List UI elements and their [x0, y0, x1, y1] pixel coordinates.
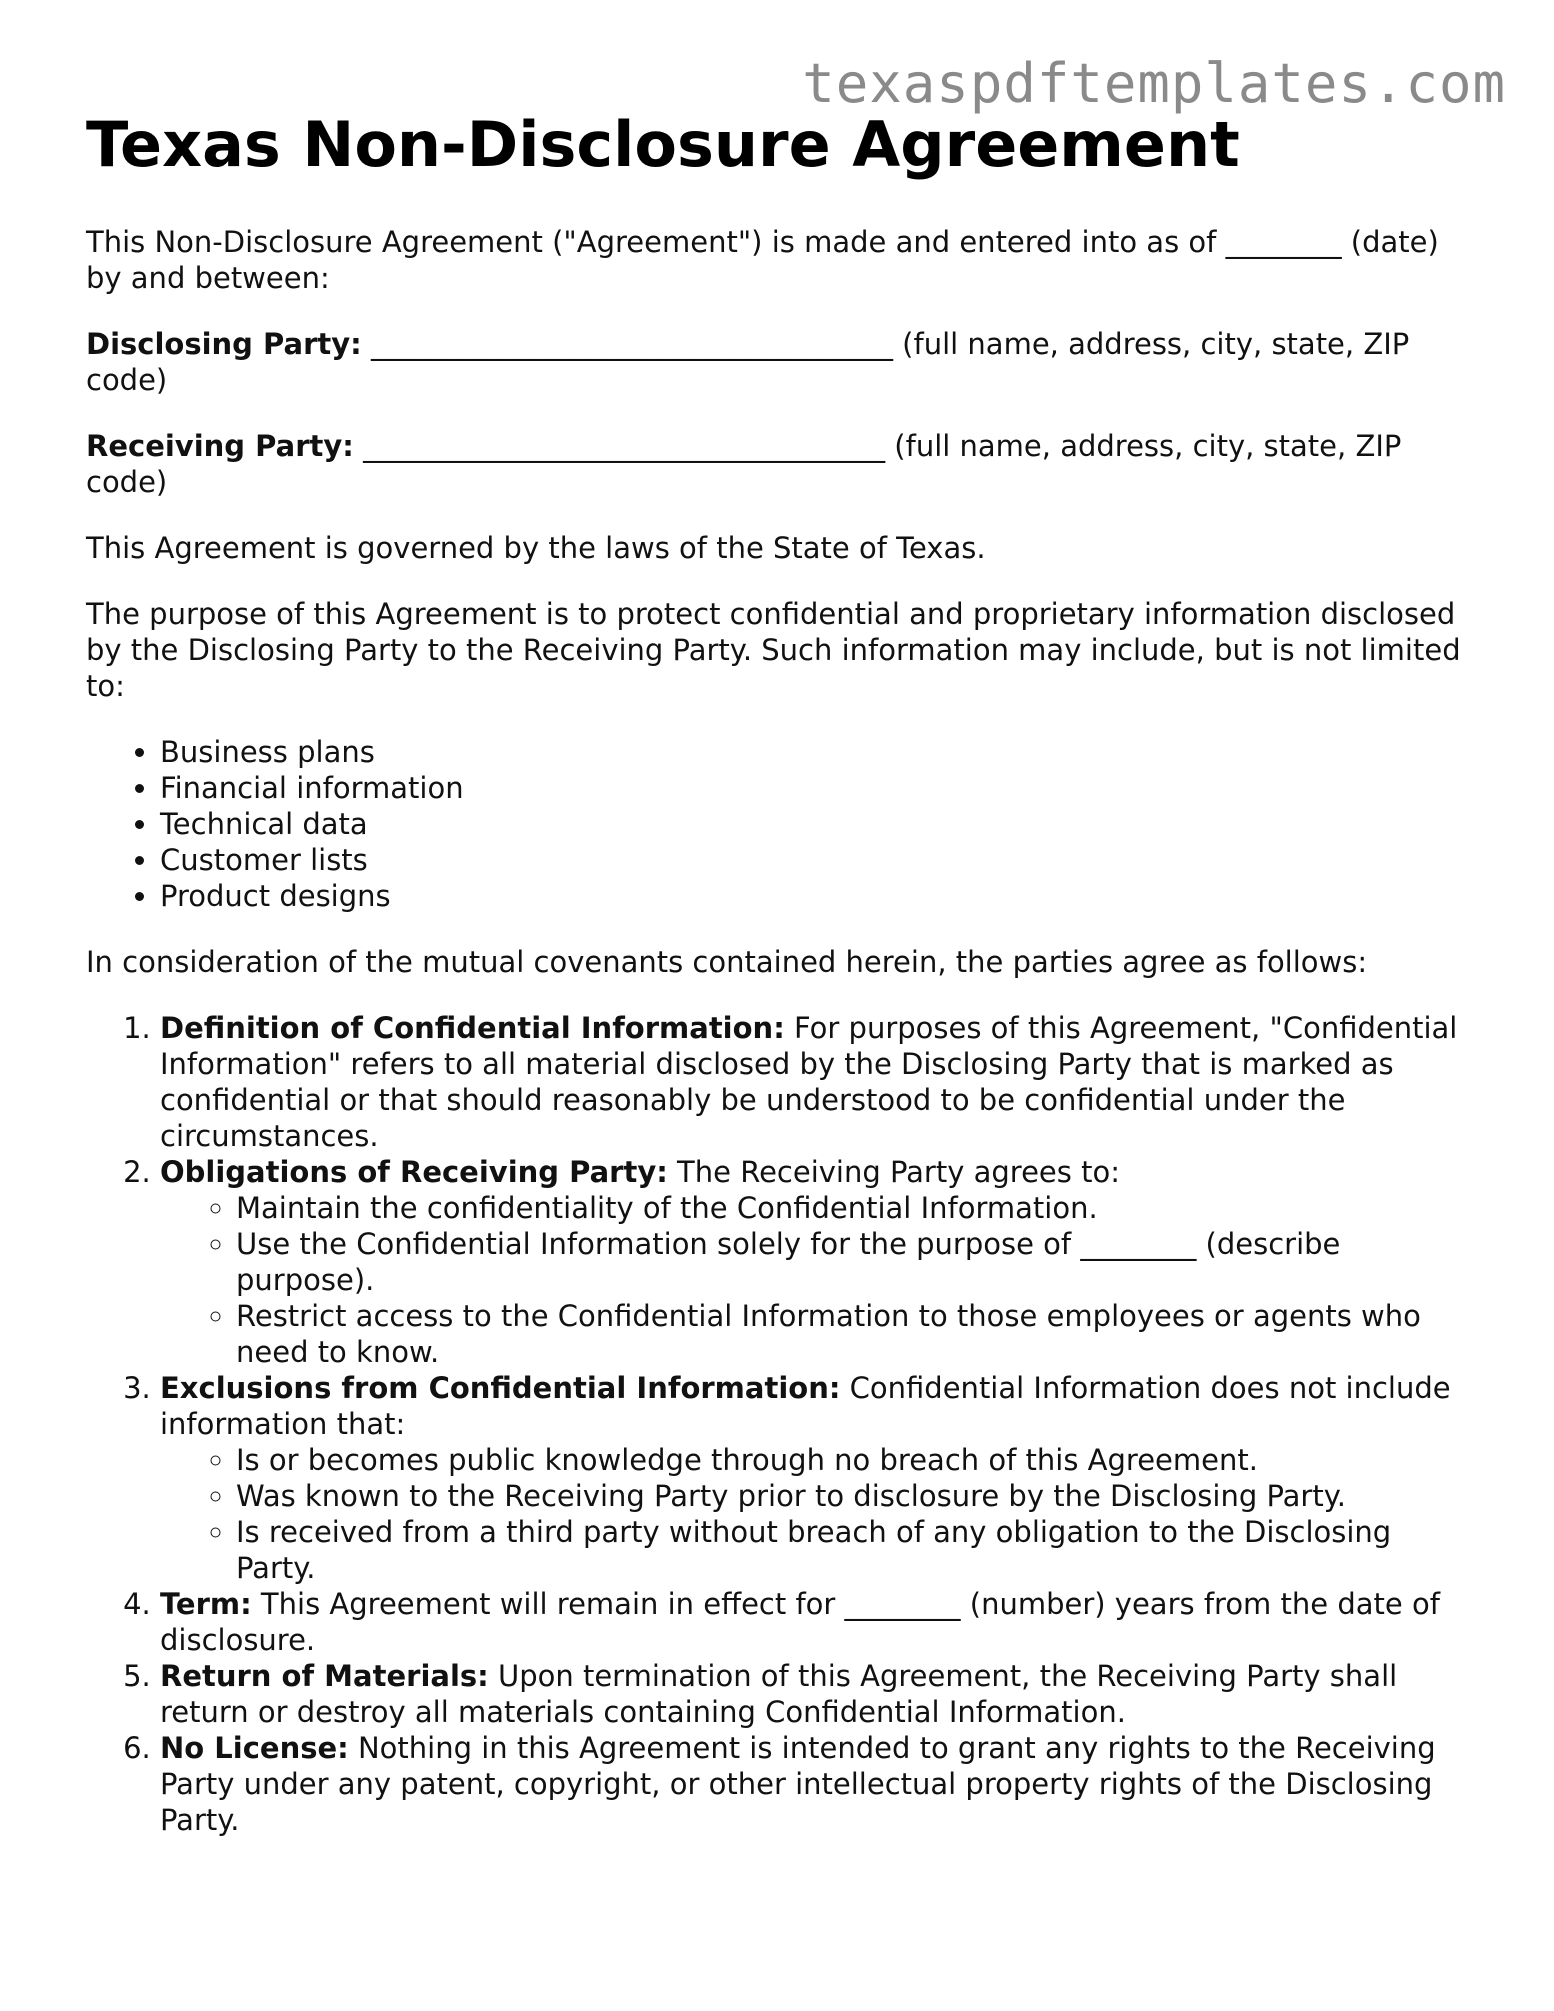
clause-heading: Return of Materials:: [160, 1659, 489, 1693]
document-page: [86, 108, 1476, 1838]
clause-heading: No License:: [160, 1731, 349, 1765]
info-list: [86, 734, 1476, 914]
purpose-paragraph: The purpose of this Agreement is to protect confidential and proprietary information disclosed by the Disclosing Party to the Receiving Party. Such information may include, but is not limited to:: [86, 597, 1461, 703]
list-item: ◦ Was known to the Receiving Party prior to disclosure by the Disclosing Party.: [236, 1478, 1476, 1514]
list-item: ◦ Is received from a third party without breach of any obligation to the Disclosing Party.: [236, 1514, 1476, 1586]
disclosing-party-text: ____________________________________ (full name, address, city, state, ZIP code): [86, 327, 1410, 397]
list-item: ◦ Use the Confidential Information solely for the purpose of ________ (describe purpose).: [236, 1226, 1476, 1298]
list-item: • Financial information: [160, 770, 1476, 806]
clause-exclusions: [160, 1370, 1476, 1586]
clauses-list: [86, 1010, 1476, 1838]
receiving-party-text: ____________________________________ (full name, address, city, state, ZIP code): [86, 429, 1402, 499]
clause-text: Confidential Information does not include information that:: [160, 1371, 1451, 1441]
watermark: texaspdftemplates.com: [802, 52, 1506, 115]
governing-law-paragraph: This Agreement is governed by the laws of the State of Texas.: [86, 531, 986, 565]
clause-text: For purposes of this Agreement, "Confidential Information" refers to all material disclosed by the Disclosing Party that is marked as confidential or that should reasonably be understood to be confidential under the circumstances.: [160, 1011, 1458, 1153]
clause-term: [160, 1586, 1476, 1658]
obligations-sublist: [160, 1190, 1476, 1370]
list-item: • Technical data: [160, 806, 1476, 842]
list-item: ◦ Is or becomes public knowledge through no breach of this Agreement.: [236, 1442, 1476, 1478]
clause-text: The Receiving Party agrees to:: [667, 1155, 1120, 1189]
clause-heading: Obligations of Receiving Party:: [160, 1155, 668, 1189]
list-item: • Customer lists: [160, 842, 1476, 878]
disclosing-party-line: [86, 326, 1476, 398]
exclusions-sublist: [160, 1442, 1476, 1586]
intro-paragraph: This Non-Disclosure Agreement ("Agreement") is made and entered into as of ________ (date) by and between:: [86, 225, 1439, 295]
list-item: • Product designs: [160, 878, 1476, 914]
list-item: • Business plans: [160, 734, 1476, 770]
clause-heading: Definition of Confidential Information:: [160, 1011, 785, 1045]
page-title: Texas Non-Disclosure Agreement: [86, 108, 1240, 181]
clause-heading: Exclusions from Confidential Information:: [160, 1371, 841, 1405]
receiving-party-line: [86, 428, 1476, 500]
clause-return-of-materials: [160, 1658, 1476, 1730]
list-item: ◦ Restrict access to the Confidential Information to those employees or agents who need to know.: [236, 1298, 1476, 1370]
disclosing-party-label: Disclosing Party:: [86, 327, 362, 361]
clause-text: Nothing in this Agreement is intended to grant any rights to the Receiving Party under any patent, copyright, or other intellectual property rights of the Disclosing Party.: [160, 1731, 1436, 1837]
clause-text: Upon termination of this Agreement, the Receiving Party shall return or destroy all materials containing Confidential Information.: [160, 1659, 1398, 1729]
receiving-party-label: Receiving Party:: [86, 429, 354, 463]
clause-no-license: [160, 1730, 1476, 1838]
clause-text: This Agreement will remain in effect for ________ (number) years from the date of disclosure.: [160, 1587, 1440, 1657]
clause-definition: [160, 1010, 1476, 1154]
list-item: ◦ Maintain the confidentiality of the Confidential Information.: [236, 1190, 1476, 1226]
clause-heading: Term:: [160, 1587, 252, 1621]
clause-obligations: [160, 1154, 1476, 1370]
consideration-paragraph: In consideration of the mutual covenants contained herein, the parties agree as follows:: [86, 945, 1368, 979]
